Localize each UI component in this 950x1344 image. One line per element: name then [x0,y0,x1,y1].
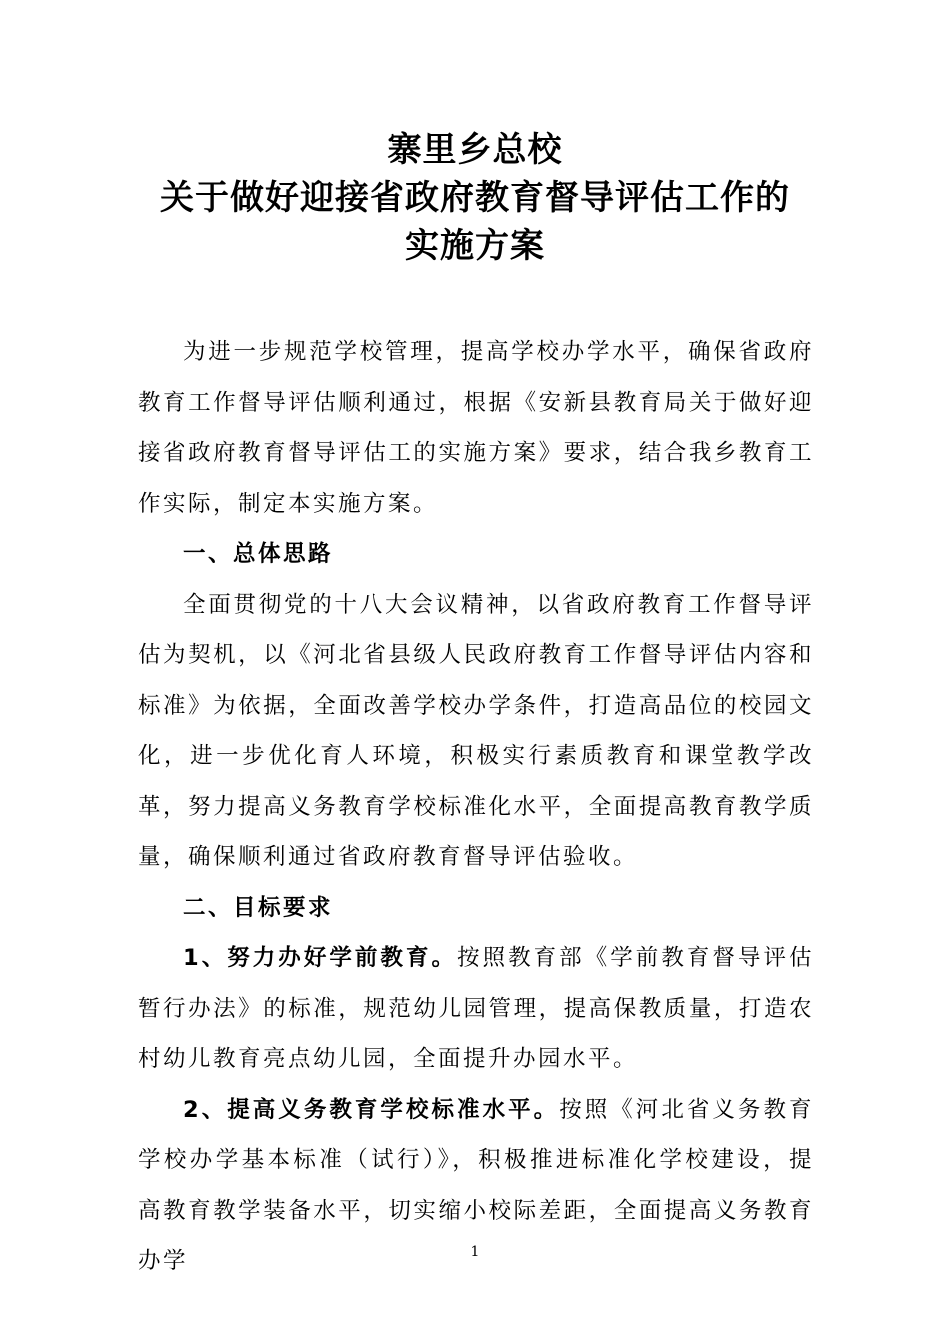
title-line-1: 寨里乡总校 [387,130,563,170]
title-line-2: 关于做好迎接省政府教育督导评估工作的 [160,178,790,218]
goal-item-preschool [138,933,814,1085]
section-heading-overall-approach: 一、总体思路 [183,541,334,567]
document-body [138,327,814,1287]
intro-paragraph: 为进一步规范学校管理，提高学校办学水平，确保省政府教育工作督导评估顺利通过，根据《安新县教育局关于做好迎接省政府教育督导评估工的实施方案》要求，结合我乡教育工作实际，制定本实施方案。 [138,339,814,517]
goal-item-preschool-text: 按照教育部《学前教育督导评估暂行办法》的标准，规范幼儿园管理，提高保教质量，打造农村幼儿教育亮点幼儿园，全面提升办园水平。 [138,945,814,1072]
page-number: 1 [470,1244,480,1260]
goal-item-compulsory-lead: 2、提高义务教育学校标准水平。 [183,1096,560,1123]
section-heading-goals: 二、目标要求 [183,894,334,921]
section-overall-approach-text: 全面贯彻党的十八大会议精神，以省政府教育工作督导评估为契机，以《河北省县级人民政府教育工作督导评估内容和标准》为依据，全面改善学校办学条件，打造高品位的校园文化，进一步优化育人环境，积极实行素质教育和课堂教学改革，努力提高义务教育学校标准化水平，全面提高教育教学质量，确保顺利通过省政府教育督导评估验收。 [138,591,814,870]
goal-item-preschool-lead: 1、努力办好学前教育。 [183,945,458,971]
title-line-3: 实施方案 [405,226,545,266]
goal-item-compulsory-text: 按照《河北省义务教育学校办学基本标准（试行）》，积极推进标准化学校建设，提高教育教学装备水平，切实缩小校际差距，全面提高义务教育办学 [138,1096,814,1274]
document-title [0,126,950,270]
